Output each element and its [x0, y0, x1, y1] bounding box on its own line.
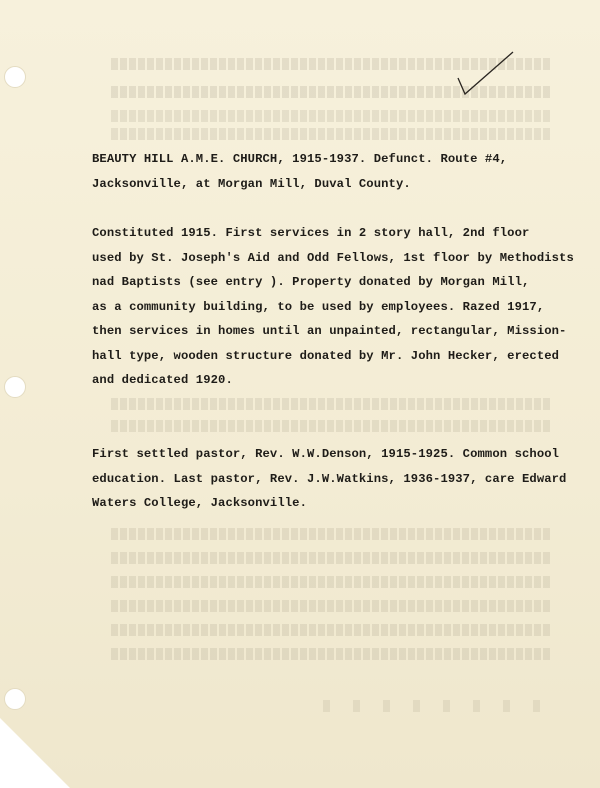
history-line: then services in homes until an unpainted, rectangular, Mission- [92, 324, 567, 338]
history-line: Constituted 1915. First services in 2 story hall, 2nd floor [92, 226, 530, 240]
bleed-through-line [110, 648, 550, 660]
header-line: BEAUTY HILL A.M.E. CHURCH, 1915-1937. Defunct. Route #4, [92, 152, 508, 166]
bleed-through-line [110, 600, 550, 612]
bleed-through-line [110, 110, 550, 122]
history-line: and dedicated 1920. [92, 373, 233, 387]
header-line: Jacksonville, at Morgan Mill, Duval County. [92, 176, 411, 191]
bleed-through-line [110, 420, 550, 432]
history-line: as a community building, to be used by employees. Razed 1917, [92, 299, 545, 314]
bleed-through-line [110, 58, 550, 70]
punch-hole-top [4, 66, 26, 88]
bleed-through-line [110, 552, 550, 564]
pastor-line: Waters College, Jacksonville. [92, 496, 307, 510]
bleed-through-line [110, 528, 550, 540]
folded-corner [0, 718, 70, 788]
punch-hole-bottom [4, 688, 26, 710]
history-line: hall type, wooden structure donated by Mr. John Hecker, erected [92, 348, 560, 363]
bleed-through-line [110, 398, 550, 410]
bleed-through-line [110, 128, 550, 140]
punch-hole-middle [4, 376, 26, 398]
bleed-through-line [110, 576, 550, 588]
history-line: used by St. Joseph's Aid and Odd Fellows, 1st floor by Methodists [92, 250, 574, 265]
history-line: nad Baptists (see entry ). Property donated by Morgan Mill, [92, 275, 530, 289]
bleed-through-line [110, 624, 550, 636]
bleed-through-line [110, 86, 550, 98]
bleed-through-line [300, 700, 540, 712]
history-paragraph [92, 221, 572, 393]
church-header [92, 147, 572, 196]
pastor-line: education. Last pastor, Rev. J.W.Watkins, 1936-1937, care Edward [92, 471, 567, 486]
pastors-paragraph [92, 442, 572, 516]
pastor-line: First settled pastor, Rev. W.W.Denson, 1915-1925. Common school [92, 447, 560, 461]
